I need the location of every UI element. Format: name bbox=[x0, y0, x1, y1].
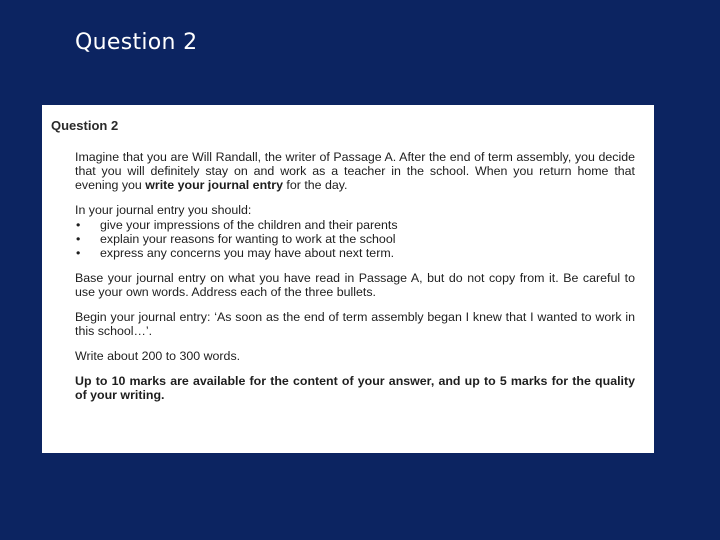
word-count-instruction: Write about 200 to 300 words. bbox=[75, 349, 241, 363]
bullet-item bbox=[75, 232, 635, 246]
slide-title: Question 2 bbox=[75, 30, 198, 55]
intro-paragraph bbox=[75, 150, 635, 192]
bullet-intro: In your journal entry you should: bbox=[75, 203, 252, 217]
bullet-text: explain your reasons for wanting to work at the school bbox=[100, 232, 396, 246]
question-document bbox=[42, 105, 654, 453]
base-paragraph: Base your journal entry on what you have read in Passage A, but do not copy from it. Be careful to use your own words. Address each of the three bullets. bbox=[75, 271, 635, 299]
bullet-item bbox=[75, 246, 635, 260]
intro-bold-text: write your journal entry bbox=[145, 178, 283, 192]
begin-paragraph: Begin your journal entry: ‘As soon as the end of term assembly began I knew that I wanted to work in this school…’. bbox=[75, 310, 635, 338]
bullet-dot-icon: • bbox=[76, 232, 81, 246]
intro-text-after: for the day. bbox=[282, 178, 348, 192]
bullet-text: express any concerns you may have about next term. bbox=[100, 246, 395, 260]
bullet-item bbox=[75, 218, 635, 232]
bullet-text: give your impressions of the children and their parents bbox=[100, 218, 398, 232]
question-heading: Question 2 bbox=[51, 118, 119, 133]
marks-paragraph: Up to 10 marks are available for the content of your answer, and up to 5 marks for the quality of your writing. bbox=[75, 374, 635, 402]
intro-text-before: Imagine that you are Will Randall, the writer of Passage A. After the end of term assembly, you decide that you will definitely stay on and work as a teacher in the school. When you return home that evening you bbox=[75, 150, 635, 192]
bullet-dot-icon: • bbox=[76, 218, 81, 232]
bullet-dot-icon: • bbox=[76, 246, 81, 260]
question-body bbox=[75, 150, 635, 402]
bullet-list bbox=[75, 218, 635, 260]
